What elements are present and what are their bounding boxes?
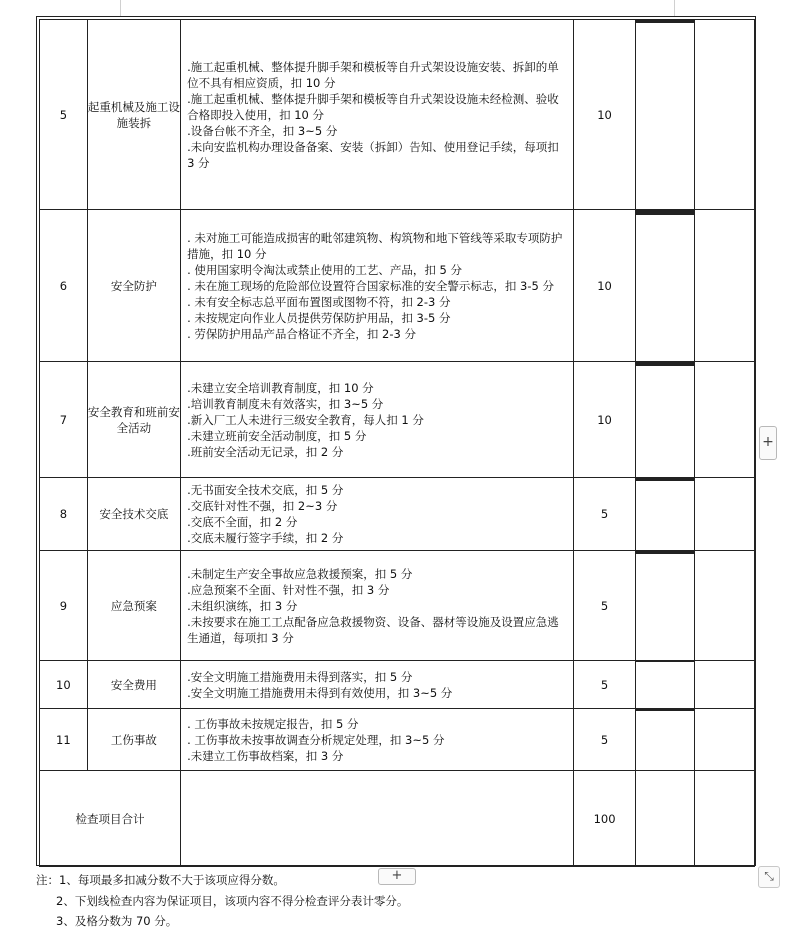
table-row [40,20,755,210]
check-item: . 劳保防护用品产品合格证不齐全，扣 2-3 分 [187,326,416,341]
check-item: .无书面安全技术交底，扣 5 分 [187,483,344,497]
check-item: .安全文明施工措施费用未得到有效使用，扣 3~5 分 [187,685,453,700]
check-item: .培训教育制度未有效落实，扣 3~5 分 [187,396,384,411]
deduction-cells[interactable] [635,709,695,771]
full-score: 5 [574,661,636,709]
check-item: . 未在施工现场的危险部位设置符合国家标准的安全警示标志，扣 3-5 分 [187,278,554,293]
total-deduction-cell[interactable] [635,771,695,867]
check-items [181,551,574,661]
row-number: 7 [40,362,88,478]
check-item: . 工伤事故未按事故调查分析规定处理，扣 3~5 分 [187,732,445,747]
row-number: 5 [40,20,88,210]
check-item: . 未对施工可能造成损害的毗邻建筑物、构筑物和地下管线等采取专项防护措施，扣 10 分 [187,230,563,261]
total-label: 检查项目合计 [40,771,181,867]
check-item: . 工伤事故未按规定报告，扣 5 分 [187,716,359,731]
check-item: .未建立班前安全活动制度，扣 5 分 [187,428,367,443]
full-score: 5 [574,478,636,551]
item-name: 工伤事故 [87,709,180,771]
check-item: .未组织演练，扣 3 分 [187,598,298,613]
note-line: 2、下划线检查内容为保证项目，该项内容不得分检查评分表计零分。 [56,893,409,908]
total-score-cell[interactable] [695,771,755,867]
deduction-cells[interactable] [635,210,695,362]
note-line: 注：1、每项最多扣减分数不大于该项应得分数。 [36,873,285,887]
item-name: 安全防护 [87,210,180,362]
score-cell[interactable] [695,709,755,771]
check-items [181,709,574,771]
table-notes [36,870,776,932]
score-cell[interactable] [695,20,755,210]
score-cell[interactable] [695,661,755,709]
check-items [181,478,574,551]
table-resize-handle[interactable]: ⤡ [758,866,780,888]
score-cell[interactable] [695,362,755,478]
table-row [40,661,755,709]
score-cell[interactable] [695,478,755,551]
check-items [181,20,574,210]
check-item: .未制定生产安全事故应急救援预案，扣 5 分 [187,566,413,581]
deduction-cells[interactable] [635,362,695,478]
check-item: .班前安全活动无记录，扣 2 分 [187,444,344,459]
table-row [40,551,755,661]
check-item: .应急预案不全面、针对性不强，扣 3 分 [187,582,390,597]
check-item: .未按要求在施工工点配备应急救援物资、设备、器材等设施及设置应急逃生通道，每项扣 3 分 [187,614,559,645]
item-name: 安全费用 [87,661,180,709]
item-name: 安全技术交底 [87,478,180,551]
full-score: 10 [574,362,636,478]
deduction-cells[interactable] [635,20,695,210]
check-item: .交底未履行签字手续，扣 2 分 [187,531,344,545]
add-row-button[interactable]: + [378,868,416,885]
table-row [40,709,755,771]
check-item: .设备台帐不齐全，扣 3~5 分 [187,123,338,138]
item-name: 起重机械及施工设施装拆 [87,20,180,210]
row-number: 8 [40,478,88,551]
note-line: 3、及格分数为 70 分。 [56,914,178,928]
check-item: .安全文明施工措施费用未得到落实，扣 5 分 [187,669,413,684]
full-score: 10 [574,20,636,210]
table-row [40,478,755,551]
safety-inspection-table [39,19,755,867]
add-column-button[interactable]: + [759,426,777,460]
check-item: .施工起重机械、整体提升脚手架和模板等自升式架设设施安装、拆卸的单位不具有相应资质，扣 10 分 [187,59,559,90]
check-item: .未建立安全培训教育制度，扣 10 分 [187,380,374,395]
check-item: .未向安监机构办理设备备案、安装（拆卸）告知、使用登记手续，每项扣 3 分 [187,139,559,170]
check-item: .未建立工伤事故档案，扣 3 分 [187,748,344,763]
row-number: 11 [40,709,88,771]
check-item: .交底针对性不强，扣 2~3 分 [187,499,338,513]
check-item: . 未有安全标志总平面布置图或图物不符，扣 2-3 分 [187,294,451,309]
table-row [40,362,755,478]
total-score: 100 [574,771,636,867]
row-number: 10 [40,661,88,709]
deduction-cells[interactable] [635,478,695,551]
full-score: 10 [574,210,636,362]
item-name: 安全教育和班前安全活动 [87,362,180,478]
score-cell[interactable] [695,551,755,661]
margin-guide-line [120,0,121,16]
table-frame [36,16,756,866]
row-number: 6 [40,210,88,362]
margin-guide-line [674,0,675,16]
total-items-cell[interactable] [181,771,574,867]
item-name: 应急预案 [87,551,180,661]
check-item: .新入厂工人未进行三级安全教育，每人扣 1 分 [187,412,424,427]
table-row [40,210,755,362]
deduction-cells[interactable] [635,551,695,661]
check-items [181,362,574,478]
score-cell[interactable] [695,210,755,362]
deduction-cells[interactable] [635,661,695,709]
check-item: . 未按规定向作业人员提供劳保防护用品，扣 3-5 分 [187,310,451,325]
check-item: .施工起重机械、整体提升脚手架和模板等自升式架设设施未经检测、验收合格即投入使用，扣 10 分 [187,91,559,122]
row-number: 9 [40,551,88,661]
full-score: 5 [574,709,636,771]
check-item: . 使用国家明令淘汰或禁止使用的工艺、产品，扣 5 分 [187,262,463,277]
total-row [40,771,755,867]
check-items [181,210,574,362]
check-items [181,661,574,709]
full-score: 5 [574,551,636,661]
check-item: .交底不全面，扣 2 分 [187,515,298,529]
